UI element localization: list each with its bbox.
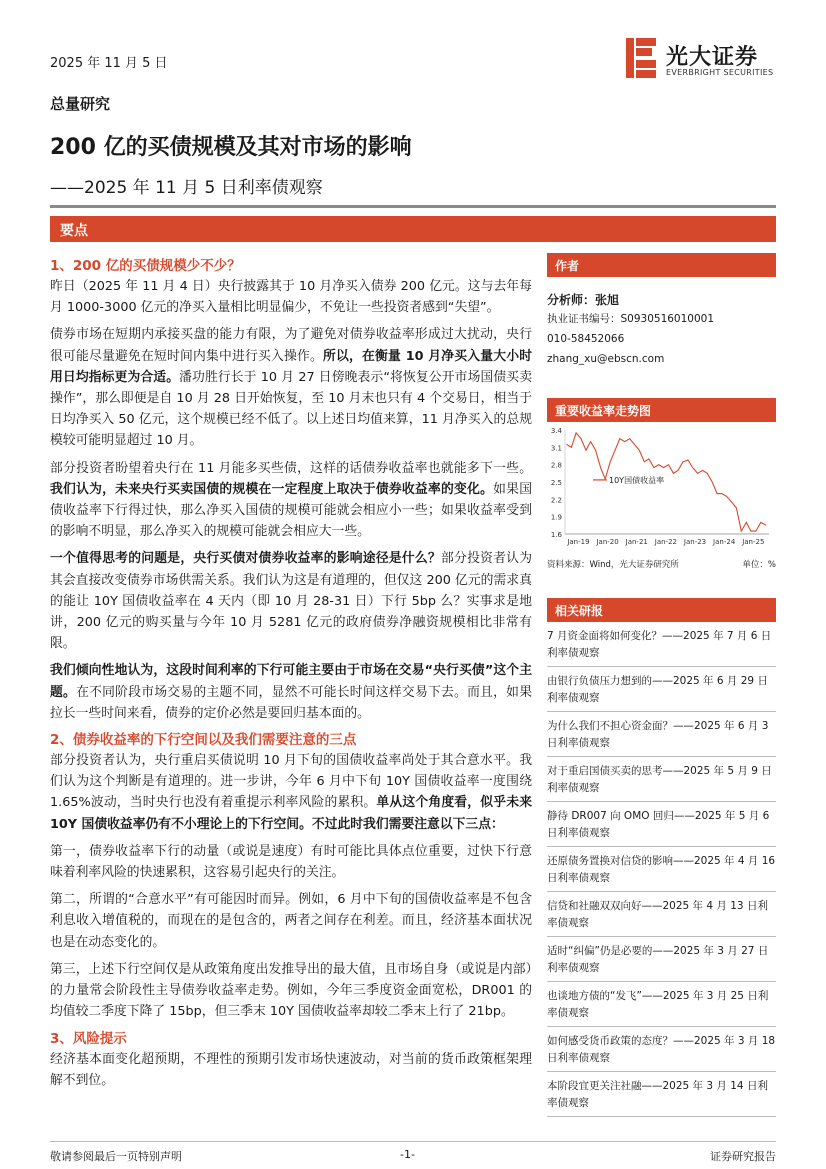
footer-report-type: 证券研究报告 — [710, 1150, 776, 1163]
author-panel — [547, 253, 776, 368]
company-logo — [626, 38, 786, 82]
related-report-item[interactable]: 适时“纠偏”仍是必要的——2025 年 3 月 27 日利率债观察 — [547, 937, 776, 982]
yield-chart — [547, 424, 776, 554]
related-reports-panel — [547, 598, 776, 1117]
body-text: 在不同阶段市场交易的主题不同，显然不可能长时间这样交易下去。而且，如果拉长一些时间来看，债券的定价必然是要回归基本面的。 — [50, 684, 533, 721]
x-tick-label: Jan-24 — [713, 538, 736, 546]
report-title: 200 亿的买债规模及其对市场的影响 — [50, 135, 412, 160]
author-label: 作者 — [555, 259, 580, 273]
related-report-item[interactable]: 信贷和社融双双向好——2025 年 4 月 13 日利率债观察 — [547, 892, 776, 937]
related-report-item[interactable]: 为什么我们不担心资金面？——2025 年 6 月 3 日利率债观察 — [547, 712, 776, 757]
chart-title: 重要收益率走势图 — [555, 404, 652, 418]
y-tick-label: 2.8 — [550, 461, 562, 470]
analyst-cert: 执业证书编号：S0930516010001 — [547, 313, 715, 325]
related-report-item[interactable]: 静待 DR007 向 OMO 回归——2025 年 5 月 6 日利率债观察 — [547, 802, 776, 847]
body-paragraph — [50, 458, 532, 543]
chart-unit: 单位：% — [742, 560, 776, 570]
analyst-email[interactable]: zhang_xu@ebscn.com — [547, 353, 665, 365]
related-report-item[interactable]: 对于重启国债买卖的思考——2025 年 5 月 9 日利率债观察 — [547, 757, 776, 802]
section-heading: 2、债券收益率的下行空间以及我们需要注意的三点 — [50, 732, 357, 749]
related-label: 相关研报 — [555, 604, 604, 618]
related-report-item[interactable]: 由银行负债压力想到的——2025 年 6 月 29 日利率债观察 — [547, 667, 776, 712]
analyst-name: 分析师：张旭 — [547, 293, 620, 307]
footer-divider — [50, 1141, 776, 1142]
related-report-item[interactable]: 也谈地方债的“发飞”——2025 年 3 月 25 日利率债观察 — [547, 982, 776, 1027]
body-paragraph — [50, 889, 532, 953]
body-text: 部分投资者盼望着央行在 11 月能多买些债，这样的话债券收益率也就能多下一些。 — [50, 460, 532, 476]
page-number: -1- — [400, 1148, 415, 1161]
logo-text-cn: 光大证券 — [666, 45, 759, 70]
report-category: 总量研究 — [50, 95, 111, 113]
title-divider — [50, 205, 776, 208]
chart-bar — [547, 398, 776, 422]
related-bar — [547, 598, 776, 622]
x-tick-label: Jan-20 — [596, 538, 619, 546]
y-tick-label: 2.2 — [550, 496, 562, 505]
analyst-phone: 010-58452066 — [547, 333, 625, 345]
body-paragraph — [50, 1049, 532, 1091]
author-bar — [547, 253, 776, 277]
main-body — [50, 256, 532, 1097]
key-points-bar — [50, 216, 776, 242]
y-tick-label: 1.6 — [550, 531, 562, 539]
bold-text: 单从这个角度看，似乎未来 10Y 国债收益率仍有不小理论上的下行空间。不过此时我们需要注意以下三点： — [50, 795, 533, 832]
yield-chart-panel — [547, 398, 776, 573]
body-text: 经济基本面变化超预期，不理性的预期引发市场快速波动，对当前的货币政策框架理解不到位。 — [50, 1051, 532, 1088]
body-text: 债券市场在短期内承接买盘的能力有限，为了避免对债券收益率形成过大扰动，央行很可能尽量避免在短时间内集中进行买入操作。 — [50, 327, 532, 364]
logo-text-en: EVERBRIGHT SECURITIES — [666, 68, 774, 77]
body-text: 昨日（2025 年 11 月 4 日）央行披露其于 10 月净买入债券 200 亿元。这与去年每月 1000-3000 亿元的净买入量相比明显偏少，不免让一些投资者感到“失望”。 — [50, 279, 532, 316]
body-text: 部分投资者认为，央行重启买债说明 10 月下旬的国债收益率尚处于其合意水平。我们认为这个判断是有道理的。进一步讲，今年 6 月中下旬 10Y 国债收益率一度围绕 1.65%波动，当时央行也没有着重提示利率风险的累积。 — [50, 753, 532, 811]
y-tick-label: 3.4 — [550, 427, 562, 435]
bold-text: 所以，在衡量 10 月净买入量大小时用日均指标更为合适。 — [50, 348, 533, 385]
related-report-item[interactable]: 本阶段宜更关注社融——2025 年 3 月 14 日利率债观察 — [547, 1072, 776, 1117]
body-paragraph — [50, 660, 532, 724]
body-paragraph — [50, 959, 532, 1023]
body-paragraph — [50, 841, 532, 883]
y-tick-label: 3.1 — [550, 444, 562, 453]
footer-disclaimer: 敬请参阅最后一页特别声明 — [50, 1150, 182, 1163]
x-tick-label: Jan-25 — [742, 538, 765, 546]
key-points-label: 要点 — [60, 223, 88, 239]
related-report-item[interactable]: 7 月资金面将如何变化？——2025 年 7 月 6 日利率债观察 — [547, 622, 776, 667]
body-text: 部分投资者认为其会直接改变债券市场供需关系。我们认为这是有道理的，但仅这 200 亿元的需求真的能让 10Y 国债收益率在 4 天内（即 10 月 28-31 日）下行 5bp 么？实事求是地讲，200 亿元的购买量与今年 10 月 5281 亿元的政府债券净融资规模相比非常有限。 — [50, 551, 533, 652]
y-tick-label: 2.5 — [550, 479, 562, 487]
body-paragraph — [50, 276, 532, 318]
body-paragraph — [50, 750, 532, 835]
series-line-10y — [567, 433, 767, 531]
bold-text: 一个值得思考的问题是，央行买债对债券收益率的影响途径是什么？ — [50, 551, 442, 567]
body-text: 第一，债券收益率下行的动量（或说是速度）有时可能比具体点位重要，过快下行意味着利率风险的快速累积，这容易引起央行的关注。 — [50, 843, 532, 881]
bold-text: 我们倾向性地认为，这段时间利率的下行可能主要由于市场在交易“央行买债”这个主题。 — [50, 663, 532, 700]
x-tick-label: Jan-19 — [567, 538, 590, 546]
body-paragraph — [50, 324, 532, 451]
chart-source: 资料来源：Wind，光大证券研究所 — [547, 560, 679, 570]
body-text: 如果国债收益率下行得过快，那么净买入国债的规模可能就会相应小一些；如果收益率受到的影响不明显，那么净买入的规模可能就会相应大一些。 — [50, 481, 533, 540]
legend-label: 10Y国债收益率 — [609, 475, 665, 485]
related-list — [547, 622, 776, 1117]
report-date: 2025 年 11 月 5 日 — [50, 56, 168, 71]
section-heading: 3、风险提示 — [50, 1030, 127, 1047]
logo-mark-icon — [626, 38, 656, 78]
body-text: 潘功胜行长于 10 月 27 日傍晚表示“将恢复公开市场国债买卖操作”，那么即便是自 10 月 28 日开始恢复，至 10 月末也只有 4 个交易日，相当于日均净买入 50 亿元，这个规模已经不低了。以上述日均值来算，11 月净买入的总规模较可能明显超过 10 月。 — [50, 369, 533, 449]
report-subtitle: ——2025 年 11 月 5 日利率债观察 — [50, 178, 323, 198]
related-report-item[interactable]: 还原债务置换对信贷的影响——2025 年 4 月 16 日利率债观察 — [547, 847, 776, 892]
y-tick-label: 1.9 — [550, 513, 562, 522]
body-paragraph — [50, 548, 532, 654]
related-report-item[interactable]: 如何感受货币政策的态度？——2025 年 3 月 18 日利率债观察 — [547, 1027, 776, 1072]
body-text: 第二，所谓的“合意水平”有可能因时而异。例如，6 月中下旬的国债收益率是不包含利息收入增值税的，而现在的是包含的，两者之间存在利差。而且，经济基本面状况也是在动态变化的。 — [50, 892, 532, 950]
x-tick-label: Jan-23 — [683, 538, 707, 546]
section-heading: 1、200 亿的买债规模少不少？ — [50, 258, 241, 274]
body-text: 第三，上述下行空间仅是从政策角度出发推导出的最大值，且市场自身（或说是内部）的力量常会阶段性主导债券收益率走势。例如，今年三季度资金面宽松，DR001 的均值较二季度下降了 15bp，但三季末 10Y 国债收益率却较二季末上行了 21bp。 — [50, 961, 532, 1020]
bold-text: 我们认为，未来央行买卖国债的规模在一定程度上取决于债券收益率的变化。 — [50, 481, 494, 497]
x-tick-label: Jan-22 — [654, 538, 678, 546]
x-tick-label: Jan-21 — [625, 538, 648, 546]
